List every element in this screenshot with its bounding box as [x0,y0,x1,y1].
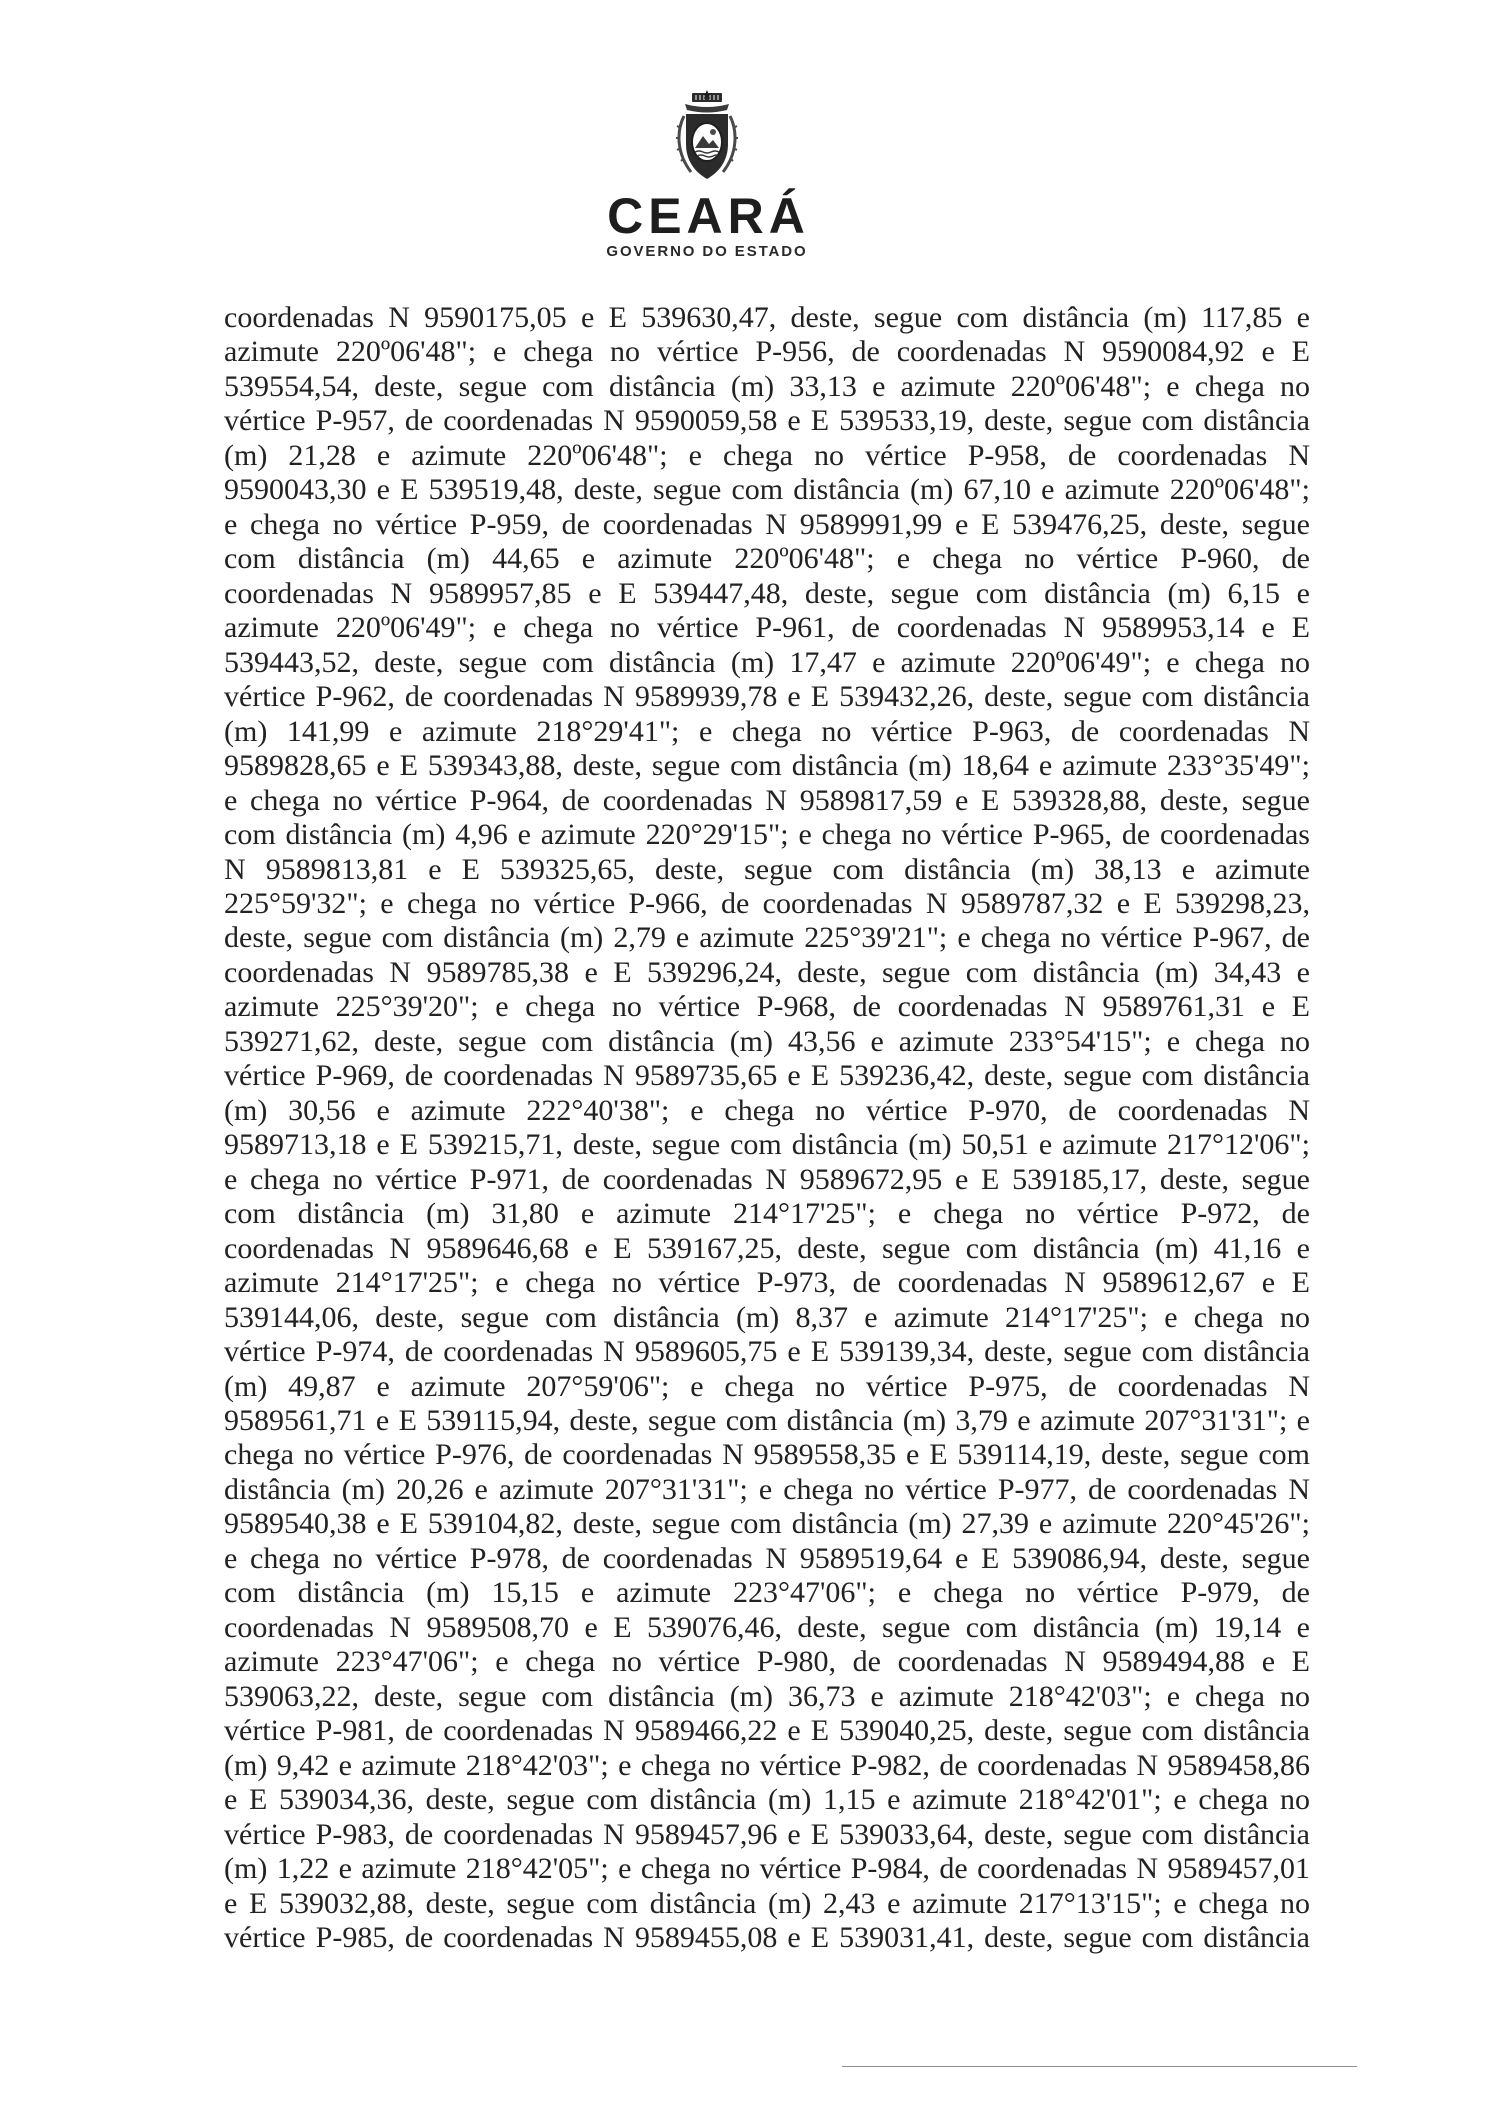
text-line: 225°59'32"; e chega no vértice P-966, de coordenadas N 9589787,32 e E 539298,23, [224,886,1310,920]
coat-of-arms-icon [673,90,741,182]
text-line: coordenadas N 9590175,05 e E 539630,47, deste, segue com distância (m) 117,85 e [224,301,1310,334]
text-line: 9589713,18 e E 539215,71, deste, segue com distância (m) 50,51 e azimute 217°12'06"; [224,1128,1310,1162]
text-line: com distância (m) 44,65 e azimute 220º06'48"; e chega no vértice P-960, de [224,542,1310,576]
text-line: azimute 225°39'20"; e chega no vértice P-968, de coordenadas N 9589761,31 e E [224,990,1310,1024]
text-line: chega no vértice P-976, de coordenadas N 9589558,35 e E 539114,19, deste, segue com [224,1438,1310,1472]
text-line: azimute 223°47'06"; e chega no vértice P-980, de coordenadas N 9589494,88 e E [224,1645,1310,1679]
text-line: 9589828,65 e E 539343,88, deste, segue com distância (m) 18,64 e azimute 233°35'49"; [224,749,1310,783]
text-line: vértice P-957, de coordenadas N 9590059,58 e E 539533,19, deste, segue com distância [224,404,1310,438]
government-subtitle: GOVERNO DO ESTADO [606,243,808,260]
scan-edge-line [842,2066,1357,2067]
text-line: e E 539034,36, deste, segue com distância (m) 1,15 e azimute 218°42'01"; e chega no [224,1783,1310,1817]
text-line: (m) 1,22 e azimute 218°42'05"; e chega no vértice P-984, de coordenadas N 9589457,01 [224,1852,1310,1886]
text-line: vértice P-985, de coordenadas N 9589455,08 e E 539031,41, deste, segue com distância [224,1921,1310,1955]
text-line: azimute 220º06'48"; e chega no vértice P-956, de coordenadas N 9590084,92 e E [224,335,1310,369]
text-line: (m) 49,87 e azimute 207°59'06"; e chega no vértice P-975, de coordenadas N [224,1369,1310,1403]
text-line: (m) 9,42 e azimute 218°42'03"; e chega no vértice P-982, de coordenadas N 9589458,86 [224,1748,1310,1782]
text-line: vértice P-983, de coordenadas N 9589457,96 e E 539033,64, deste, segue com distância [224,1817,1310,1851]
text-line: vértice P-974, de coordenadas N 9589605,75 e E 539139,34, deste, segue com distância [224,1335,1310,1369]
text-line: e chega no vértice P-971, de coordenadas N 9589672,95 e E 539185,17, deste, segue [224,1162,1310,1196]
text-line: azimute 214°17'25"; e chega no vértice P-973, de coordenadas N 9589612,67 e E [224,1266,1310,1300]
text-line: coordenadas N 9589508,70 e E 539076,46, deste, segue com distância (m) 19,14 e [224,1610,1310,1644]
text-line: 9589540,38 e E 539104,82, deste, segue com distância (m) 27,39 e azimute 220°45'26"; [224,1507,1310,1541]
text-line: e chega no vértice P-959, de coordenadas N 9589991,99 e E 539476,25, deste, segue [224,507,1310,541]
text-line: vértice P-981, de coordenadas N 9589466,22 e E 539040,25, deste, segue com distância [224,1714,1310,1748]
text-line: com distância (m) 4,96 e azimute 220°29'15"; e chega no vértice P-965, de coordenadas [224,818,1310,852]
text-line: 539144,06, deste, segue com distância (m) 8,37 e azimute 214°17'25"; e chega no [224,1300,1310,1334]
text-line: 539443,52, deste, segue com distância (m) 17,47 e azimute 220º06'49"; e chega no [224,645,1310,679]
text-line: (m) 30,56 e azimute 222°40'38"; e chega no vértice P-970, de coordenadas N [224,1093,1310,1127]
text-line: (m) 21,28 e azimute 220º06'48"; e chega no vértice P-958, de coordenadas N [224,438,1310,472]
text-line: coordenadas N 9589957,85 e E 539447,48, deste, segue com distância (m) 6,15 e [224,576,1310,610]
text-line: coordenadas N 9589646,68 e E 539167,25, deste, segue com distância (m) 41,16 e [224,1231,1310,1265]
text-line: (m) 141,99 e azimute 218°29'41"; e chega no vértice P-963, de coordenadas N [224,714,1310,748]
text-line: 539554,54, deste, segue com distância (m) 33,13 e azimute 220º06'48"; e chega no [224,369,1310,403]
text-line: 539063,22, deste, segue com distância (m) 36,73 e azimute 218°42'03"; e chega no [224,1679,1310,1713]
text-line: N 9589813,81 e E 539325,65, deste, segue com distância (m) 38,13 e azimute [224,852,1310,886]
text-line: vértice P-962, de coordenadas N 9589939,78 e E 539432,26, deste, segue com distância [224,680,1310,714]
text-line: deste, segue com distância (m) 2,79 e azimute 225°39'21"; e chega no vértice P-967, de [224,921,1310,955]
text-line: com distância (m) 31,80 e azimute 214°17'25"; e chega no vértice P-972, de [224,1197,1310,1231]
text-line: 9589561,71 e E 539115,94, deste, segue com distância (m) 3,79 e azimute 207°31'31"; e [224,1404,1310,1437]
text-line: e E 539032,88, deste, segue com distância (m) 2,43 e azimute 217°13'15"; e chega no [224,1886,1310,1920]
text-line: e chega no vértice P-978, de coordenadas N 9589519,64 e E 539086,94, deste, segue [224,1541,1310,1575]
text-line: vértice P-969, de coordenadas N 9589735,65 e E 539236,42, deste, segue com distância [224,1059,1310,1093]
text-line: azimute 220º06'49"; e chega no vértice P-961, de coordenadas N 9589953,14 e E [224,611,1310,645]
text-line: 9590043,30 e E 539519,48, deste, segue com distância (m) 67,10 e azimute 220º06'48"; [224,473,1310,507]
body-text [224,301,1310,1956]
text-line: distância (m) 20,26 e azimute 207°31'31"; e chega no vértice P-977, de coordenadas N [224,1472,1310,1506]
state-name-logo: CEARÁ [607,188,810,244]
text-line: coordenadas N 9589785,38 e E 539296,24, deste, segue com distância (m) 34,43 e [224,955,1310,989]
text-line: e chega no vértice P-964, de coordenadas N 9589817,59 e E 539328,88, deste, segue [224,783,1310,817]
text-line: 539271,62, deste, segue com distância (m) 43,56 e azimute 233°54'15"; e chega no [224,1024,1310,1058]
text-line: com distância (m) 15,15 e azimute 223°47'06"; e chega no vértice P-979, de [224,1576,1310,1610]
